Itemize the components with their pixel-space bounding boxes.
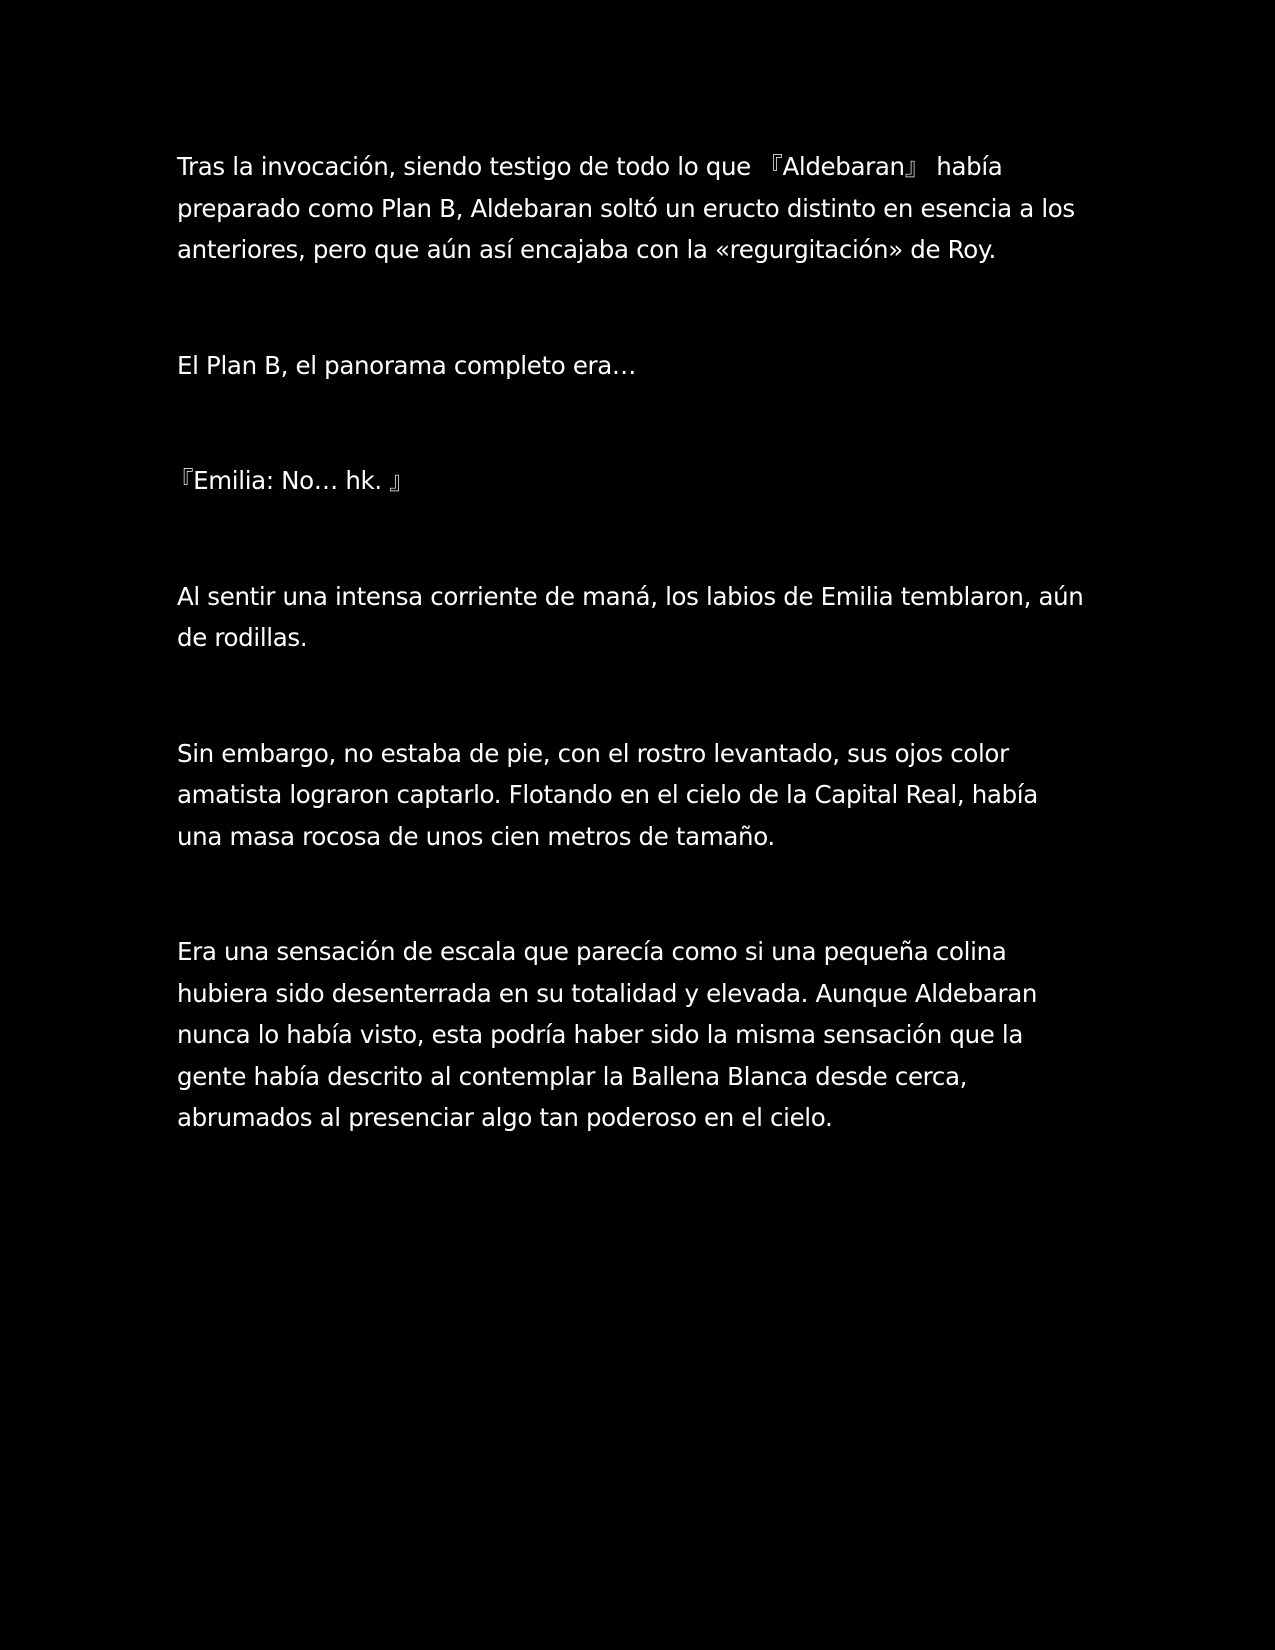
paragraph-scale-sensation: Era una sensación de escala que parecía como si una pequeña colina hubiera sido desenterrada en su totalidad y elevada. Aunque Aldebaran nunca lo había visto, esta podría haber sido la misma sensación que la gente había descrito al contemplar la Ballena Blanca desde cerca, abrumados al presenciar algo tan poderoso en el cielo. (177, 937, 1038, 1132)
paragraph-panorama: El Plan B, el panorama completo era… (177, 350, 637, 380)
paragraph-plan-b-intro: Tras la invocación, siendo testigo de todo lo que 『Aldebaran』 había preparado como Plan B, Aldebaran soltó un eructo distinto en esencia a los anteriores, pero que aún así encajaba con la «regurgitación» de Roy. (177, 152, 1075, 264)
text-body (169, 146, 1087, 1213)
paragraph-mana-current: Al sentir una intensa corriente de maná, los labios de Emilia temblaron, aún de rodillas. (177, 581, 1084, 652)
paragraph-rock-mass: Sin embargo, no estaba de pie, con el rostro levantado, sus ojos color amatista lograron captarlo. Flotando en el cielo de la Capital Real, había una masa rocosa de unos cien metros de tamaño. (177, 738, 1038, 851)
dialogue-emilia: 『Emilia: No… hk. 』 (169, 466, 414, 495)
